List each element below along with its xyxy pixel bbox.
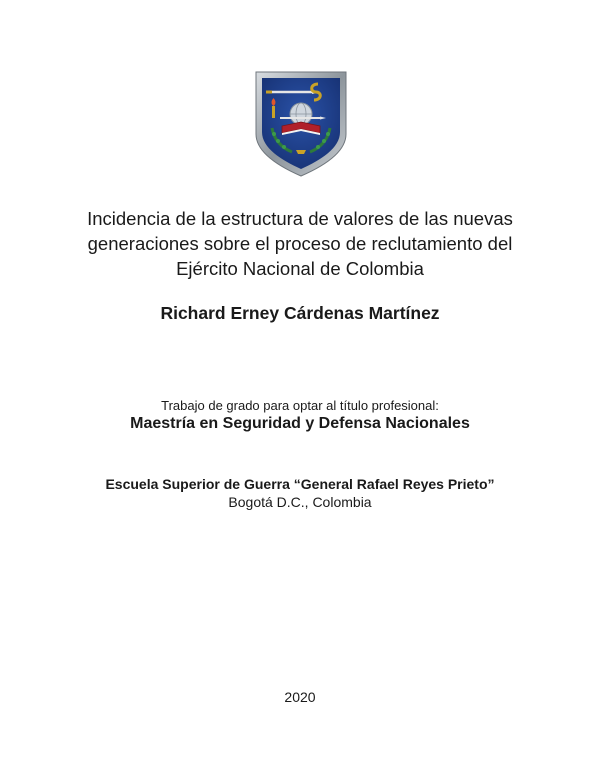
publication-year: 2020 [284, 689, 316, 705]
author-name: Richard Erney Cárdenas Martínez [160, 303, 440, 323]
title-line: Ejército Nacional de Colombia [176, 258, 424, 279]
degree-title: Maestría en Seguridad y Defensa Nacionales [130, 415, 470, 432]
thesis-label: Trabajo de grado para optar al título profesional: [161, 398, 439, 413]
location: Bogotá D.C., Colombia [228, 494, 372, 510]
institution-name: Escuela Superior de Guerra “General Rafael Reyes Prieto” [105, 476, 495, 492]
document-title [60, 206, 540, 281]
shield-crest-icon [254, 70, 348, 178]
title-line: generaciones sobre el proceso de reclutamiento del [87, 233, 513, 254]
title-line: Incidencia de la estructura de valores de las nuevas [87, 208, 513, 229]
